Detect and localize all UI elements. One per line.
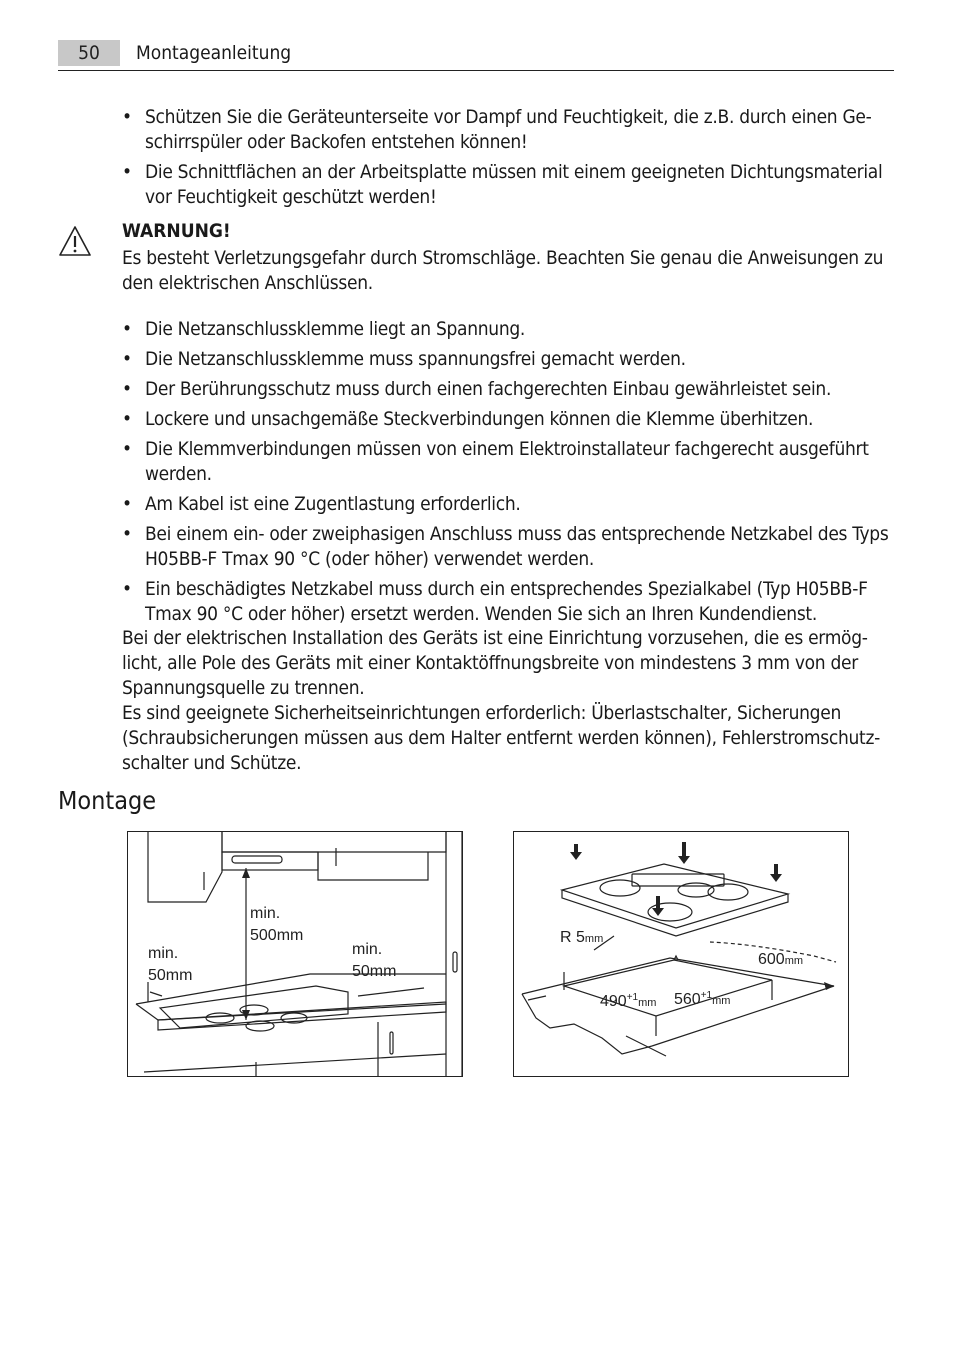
list-item: • Die Netzanschlussklemme muss spannungsfrei gemacht werden.	[122, 347, 894, 372]
warning-triangle-icon	[58, 225, 92, 257]
right-clearance-label-1: min.	[352, 941, 383, 958]
list-item: • Die Schnittflächen an der Arbeitsplatte müssen mit einem geeigneten Dichtungsmaterial vor Feuchtigkeit geschützt werden!	[122, 160, 894, 210]
list-item: • Die Netzanschlussklemme liegt an Spannung.	[122, 317, 894, 342]
top-clearance-label-2: 500mm	[250, 927, 304, 944]
warning-title: WARNUNG!	[122, 220, 231, 242]
paragraph-disconnect: Bei der elektrischen Installation des Geräts ist eine Einrichtung vorzusehen, die es ermög-licht, alle Pole des Geräts mit einer Kontaktöffnungsbreite von mindestens 3 mm von der Spannungsquelle zu trennen.	[122, 627, 868, 699]
clearance-figure	[127, 831, 463, 1077]
cutout-width-label: $560^{+1}_{mm}$	[674, 990, 731, 1008]
header-title: Montageanleitung	[136, 42, 292, 64]
list-item: • Am Kabel ist eine Zugentlastung erforderlich.	[122, 492, 894, 517]
left-clearance-label-2: 50mm	[148, 967, 193, 984]
cutout-figure	[513, 831, 849, 1077]
warning-text: Es besteht Verletzungsgefahr durch Stromschläge. Beachten Sie genau die Anweisungen zu den elektrischen Anschlüssen.	[122, 247, 884, 294]
list-item: • Lockere und unsachgemäße Steckverbindungen können die Klemme überhitzen.	[122, 407, 894, 432]
left-clearance-label-1: min.	[148, 945, 179, 962]
section-title: Montage	[58, 786, 157, 815]
list-item: • Schützen Sie die Geräteunterseite vor Dampf und Feuchtigkeit, die z.B. durch einen Ge-schirrspüler oder Backofen entstehen können!	[122, 105, 894, 155]
page-header	[58, 40, 894, 71]
intro-bullet-list	[122, 105, 894, 215]
top-clearance-label-1: min.	[250, 905, 281, 922]
list-item: • Die Klemmverbindungen müssen von einem Elektroinstallateur fachgerecht ausgeführt werden.	[122, 437, 894, 487]
radius-label: R 5mm	[560, 929, 604, 946]
list-item: • Bei einem ein- oder zweiphasigen Anschluss muss das entsprechende Netzkabel des Typs H05BB-F Tmax 90 °C (oder höher) verwendet werden.	[122, 522, 894, 572]
warning-bullet-list	[122, 317, 894, 632]
page-number: 50	[58, 40, 120, 66]
list-item: • Ein beschädigtes Netzkabel muss durch ein entsprechendes Spezialkabel (Typ H05BB-F Tmax 90 °C oder höher) ersetzt werden. Wenden Sie sich an Ihren Kundendienst.	[122, 577, 894, 627]
paragraph-safety: Es sind geeignete Sicherheitseinrichtungen erforderlich: Überlastschalter, Sicherungen (Schraubsicherungen müssen aus dem Halter entfernt werden können), Fehlerstromschutz-schalter und Schütze.	[122, 702, 881, 774]
cutout-diagram	[514, 832, 848, 1076]
list-item: • Der Berührungsschutz muss durch einen fachgerechten Einbau gewährleistet sein.	[122, 377, 894, 402]
cutout-depth-label: $490^{+1}_{mm}$	[600, 992, 657, 1010]
clearance-diagram	[128, 832, 462, 1076]
depth-label: 600mm	[758, 951, 804, 968]
right-clearance-label-2: 50mm	[352, 963, 397, 980]
